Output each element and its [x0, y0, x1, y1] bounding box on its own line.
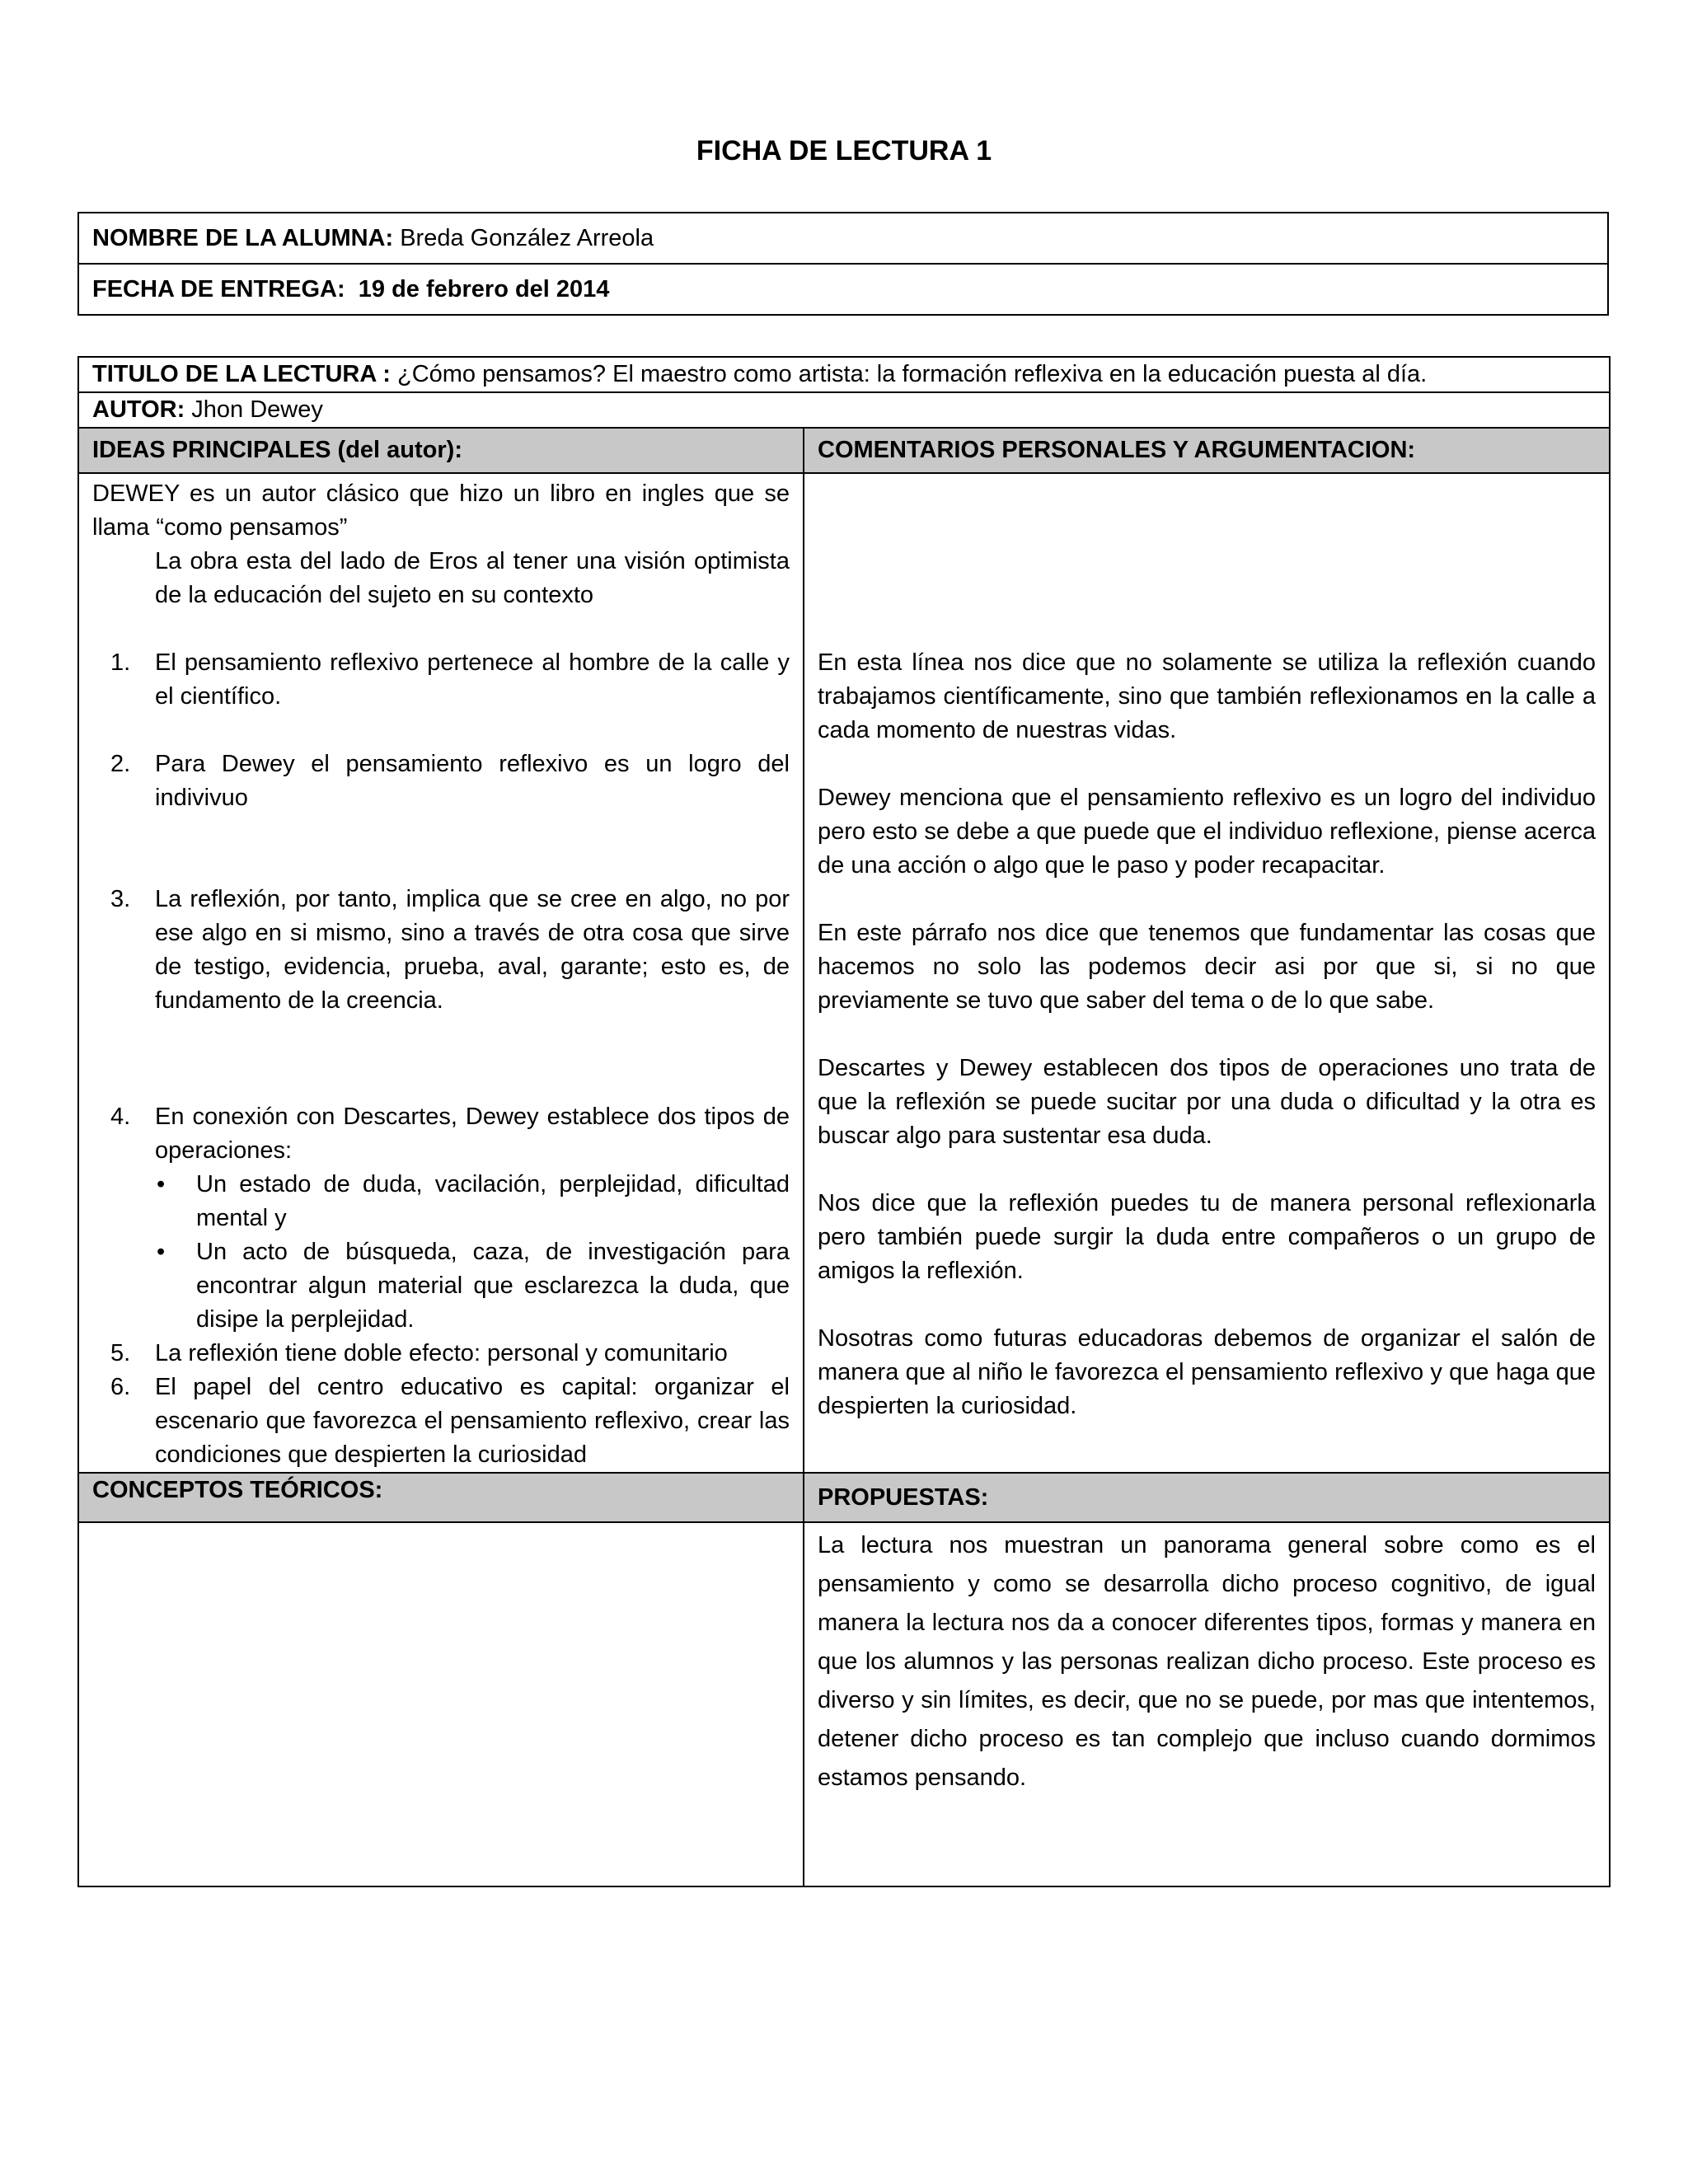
student-name: Breda González Arreola	[400, 224, 654, 251]
proposals-cell	[804, 1522, 1610, 1886]
idea-item: 6. El papel del centro educativo es capital: organizar el escenario que favorezca el pensamiento reflexivo, crear las condiciones que despierten la curiosidad	[110, 1374, 790, 1468]
reading-title-row	[78, 357, 1610, 392]
proposals-header: PROPUESTAS:	[804, 1473, 1610, 1522]
ideas-intro: DEWEY es un autor clásico que hizo un libro en ingles que se llama “como pensamos”	[92, 480, 790, 541]
delivery-row	[78, 264, 1608, 315]
reading-table	[77, 356, 1611, 1887]
comment-paragraph: En esta línea nos dice que no solamente se utiliza la reflexión cuando trabajamos científicamente, sino que también reflexionamos en la calle a cada momento de nuestras vidas.	[818, 649, 1596, 743]
comment-paragraph: En este párrafo nos dice que tenemos que fundamentar las cosas que hacemos no solo las podemos decir asi por que si, si no que previamente se tuvo que saber del tema o de lo que sabe.	[818, 920, 1596, 1014]
main-content-row	[78, 473, 1610, 1473]
document-title: FICHA DE LECTURA 1	[696, 135, 992, 166]
student-label: NOMBRE DE LA ALUMNA:	[92, 224, 394, 251]
idea-item: 3. La reflexión, por tanto, implica que se cree en algo, no por ese algo en si mismo, sino a través de otra cosa que sirve de testigo, evidencia, prueba, aval, garante; esto es, de fundamento de la creencia.	[110, 886, 790, 1014]
comment-paragraph: Descartes y Dewey establecen dos tipos de operaciones uno trata de que la reflexión se puede sucitar por una duda o dificultad y la otra es buscar algo para sustentar esa duda.	[818, 1055, 1596, 1149]
author-row	[78, 392, 1610, 428]
comments-header: COMENTARIOS PERSONALES Y ARGUMENTACION:	[804, 428, 1610, 473]
student-info-table	[77, 212, 1609, 316]
main-headers-row	[78, 428, 1610, 473]
delivery-label: FECHA DE ENTREGA:	[92, 275, 345, 302]
ideas-cell	[78, 473, 804, 1473]
secondary-content-row	[78, 1522, 1610, 1886]
concepts-header: CONCEPTOS TEÓRICOS:	[78, 1473, 804, 1522]
comment-paragraph: Nos dice que la reflexión puedes tu de manera personal reflexionarla pero también puede surgir la duda entre compañeros o un grupo de amigos la reflexión.	[818, 1190, 1596, 1284]
reading-title-label: TITULO DE LA LECTURA :	[92, 361, 391, 387]
reading-title-value: ¿Cómo pensamos? El maestro como artista: la formación reflexiva en la educación puesta al día.	[396, 361, 1428, 387]
bullet-icon: •	[157, 1171, 166, 1197]
idea-item: 5. La reflexión tiene doble efecto: personal y comunitario	[110, 1340, 728, 1366]
bullet-icon: •	[157, 1239, 166, 1265]
delivery-date: 19 de febrero del 2014	[358, 275, 610, 302]
idea-bullet: • Un estado de duda, vacilación, perplejidad, dificultad mental y	[92, 1168, 790, 1235]
idea-bullet: • Un acto de búsqueda, caza, de investigación para encontrar algun material que esclarezca la duda, que disipe la perplejidad.	[92, 1235, 790, 1337]
idea-item: 4. En conexión con Descartes, Dewey establece dos tipos de operaciones:	[110, 1104, 790, 1164]
concepts-cell	[78, 1522, 804, 1886]
author-label: AUTOR:	[92, 396, 185, 423]
student-row	[78, 213, 1608, 264]
ideas-header: IDEAS PRINCIPALES (del autor):	[78, 428, 804, 473]
idea-item: 2. Para Dewey el pensamiento reflexivo es un logro del indivivuo	[110, 751, 790, 811]
comment-paragraph: Nosotras como futuras educadoras debemos de organizar el salón de manera que al niño le favorezca el pensamiento reflexivo y que haga que despierten la curiosidad.	[818, 1325, 1596, 1419]
ideas-intro-2: La obra esta del lado de Eros al tener una visión optimista de la educación del sujeto en su contexto	[155, 548, 790, 608]
comment-paragraph: Dewey menciona que el pensamiento reflexivo es un logro del individuo pero esto se debe a que puede que el individuo reflexione, piense acerca de una acción o algo que le paso y poder recapacitar.	[818, 785, 1596, 879]
comments-cell	[804, 473, 1610, 1473]
idea-item: 1. El pensamiento reflexivo pertenece al hombre de la calle y el científico.	[110, 649, 790, 710]
proposals-text: La lectura nos muestran un panorama general sobre como es el pensamiento y como se desarrolla dicho proceso cognitivo, de igual manera la lectura nos da a conocer diferentes tipos, formas y manera en que los alumnos y las personas realizan dicho proceso. Este proceso es diverso y sin límites, es decir, que no se puede, por mas que intentemos, detener dicho proceso es tan complejo que incluso cuando dormimos estamos pensando.	[818, 1532, 1596, 1791]
author-value: Jhon Dewey	[191, 396, 323, 423]
secondary-headers-row	[78, 1473, 1610, 1522]
